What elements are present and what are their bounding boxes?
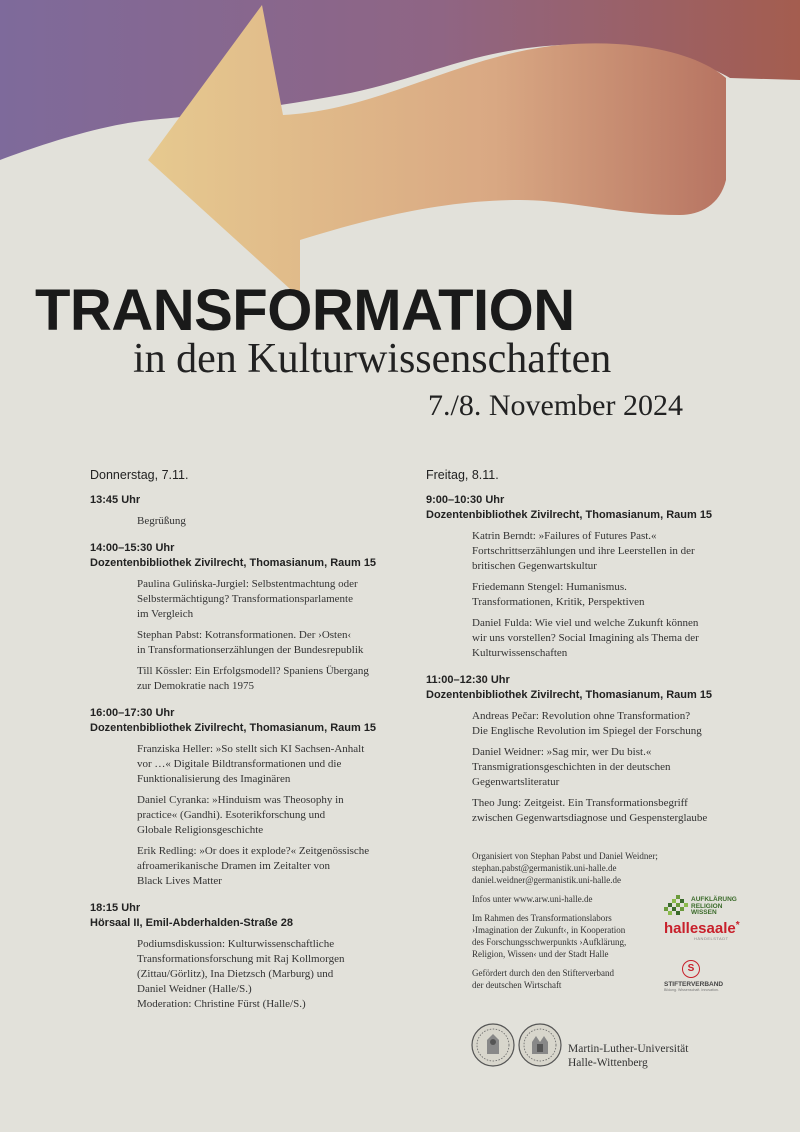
talk-line: Fortschrittserzählungen und ihre Leerstellen in der (472, 545, 695, 557)
talk-line: vor …« Digitale Bildtransformationen und die (137, 758, 342, 770)
session-time: 9:00–10:30 Uhr (426, 494, 505, 506)
talk-line: Gegenwartsliteratur (472, 776, 560, 788)
session-room: Hörsaal II, Emil-Abderhalden-Straße 28 (90, 917, 293, 929)
session-time: 16:00–17:30 Uhr (90, 707, 175, 719)
talk-entry (137, 514, 410, 529)
session-room: Dozentenbibliothek Zivilrecht, Thomasianum, Raum 15 (426, 509, 713, 521)
info-line: Im Rahmen des Transformationslabors (472, 913, 612, 923)
talk-line: Selbstermächtigung? Transformationsparlamente (137, 593, 353, 605)
program-session (426, 493, 766, 661)
talk-entry (472, 616, 766, 661)
info-line: ›Imagination der Zukunft‹, in Kooperation (472, 925, 626, 935)
day-heading: Donnerstag, 7.11. (90, 468, 189, 482)
program-session (90, 493, 410, 529)
program-session (90, 541, 410, 694)
info-line: des Forschungsschwerpunkts ›Aufklärung, (472, 937, 627, 947)
organizers-text (472, 850, 672, 886)
info-line: Gefördert durch den den Stifterverband (472, 968, 614, 978)
logo-word: AUFKLÄRUNG (691, 896, 737, 903)
talk-line: Theo Jung: Zeitgeist. Ein Transformationsbegriff (472, 797, 688, 809)
talk-line: Black Lives Matter (137, 875, 222, 887)
website-text[interactable] (472, 893, 672, 905)
talk-entry (472, 709, 766, 739)
talk-entry (137, 664, 410, 694)
talk-line: Funktionalisierung des Imaginären (137, 773, 291, 785)
talk-line: Daniel Weidner (Halle/S.) (137, 983, 252, 995)
talk-line: Paulina Gulińska-Jurgiel: Selbstentmachtung oder (137, 578, 358, 590)
thursday-column (90, 468, 410, 1024)
talk-line: Kulturwissenschaften (472, 647, 568, 659)
session-room: Dozentenbibliothek Zivilrecht, Thomasianum, Raum 15 (90, 557, 377, 569)
session-time: 13:45 Uhr (90, 494, 141, 506)
hallesaale-wordmark: hallesaale (664, 920, 736, 937)
talk-line: Transformationsforschung mit Raj Kollmorgen (137, 953, 345, 965)
logo-word: RELIGION (691, 902, 723, 910)
program-session (90, 706, 410, 889)
session-room: Dozentenbibliothek Zivilrecht, Thomasianum, Raum 15 (426, 689, 713, 701)
checker-icon (664, 895, 690, 917)
talk-line: im Vergleich (137, 608, 194, 620)
session-time: 18:15 Uhr (90, 902, 141, 914)
talk-line: Die Englische Revolution im Spiegel der Forschung (472, 725, 702, 737)
aufklaerung-religion-wissen-logo (664, 895, 744, 919)
talk-line: britischen Gegenwartskultur (472, 560, 597, 572)
talk-line: zwischen Gegenwartsdiagnose und Gespensterglaube (472, 812, 708, 824)
talk-line: Friedemann Stengel: Humanismus. (472, 581, 627, 593)
stifterverband-logo (664, 960, 724, 992)
session-room: Dozentenbibliothek Zivilrecht, Thomasianum, Raum 15 (90, 722, 377, 734)
friday-column (426, 468, 766, 838)
event-date: 7./8. November 2024 (428, 389, 683, 422)
info-line: daniel.weidner@germanistik.uni-halle.de (472, 875, 621, 885)
talk-entry (137, 793, 410, 838)
talk-line: Daniel Weidner: »Sag mir, wer Du bist.« (472, 746, 652, 758)
talk-entry (137, 937, 410, 1012)
day-heading: Freitag, 8.11. (426, 468, 499, 482)
program-session (90, 901, 410, 1012)
stifterverband-icon: S (682, 960, 700, 978)
talk-line: Transmigrationsgeschichten in der deutschen (472, 761, 671, 773)
hallesaale-logo (664, 920, 740, 941)
talk-line: Globale Religionsgeschichte (137, 824, 264, 836)
logo-word: WISSEN (691, 909, 717, 916)
header-banner-graphic (0, 0, 800, 300)
info-line: der deutschen Wirtschaft (472, 980, 562, 990)
stifterverband-wordmark: STIFTERVERBAND (664, 981, 724, 988)
program-session (426, 673, 766, 826)
session-time: 14:00–15:30 Uhr (90, 542, 175, 554)
page-subtitle: in den Kulturwissenschaften (133, 336, 612, 382)
talk-line: wir uns vorstellen? Social Imagining als Thema der (472, 632, 699, 644)
university-seals-icon (470, 1022, 566, 1068)
talk-entry (472, 529, 766, 574)
info-line: Religion, Wissen‹ und der Stadt Halle (472, 949, 609, 959)
talk-line: Franziska Heller: »So stellt sich KI Sachsen-Anhalt (137, 743, 365, 755)
talk-line: practice« (Gandhi). Esoterikforschung und (137, 809, 326, 821)
talk-entry (137, 628, 410, 658)
stifterverband-tagline: Bildung. Wissenschaft. Innovation. (664, 988, 719, 992)
talk-line: Begrüßung (137, 515, 186, 527)
talk-line: Till Kössler: Ein Erfolgsmodell? Spaniens Übergang (137, 665, 369, 677)
framework-text (472, 912, 672, 960)
hallesaale-tagline: HÄNDELSTADT (694, 936, 729, 941)
funding-text (472, 967, 672, 991)
university-name (568, 1042, 688, 1070)
talk-entry (472, 796, 766, 826)
talk-line: Podiumsdiskussion: Kulturwissenschaftliche (137, 938, 335, 950)
talk-entry (472, 745, 766, 790)
star-icon: * (735, 920, 740, 931)
talk-line: Katrin Berndt: »Failures of Futures Past.« (472, 530, 657, 542)
university-line: Martin-Luther-Universität (568, 1043, 689, 1055)
talk-line: Andreas Pečar: Revolution ohne Transformation? (472, 710, 691, 722)
page-title: TRANSFORMATION (35, 278, 575, 343)
talk-line: afroamerikanische Dramen im Zeitalter von (137, 860, 331, 872)
session-time: 11:00–12:30 Uhr (426, 674, 510, 686)
info-line: Organisiert von Stephan Pabst und Daniel Weidner; (472, 851, 658, 861)
talk-line: Moderation: Christine Fürst (Halle/S.) (137, 998, 306, 1010)
university-line: Halle-Wittenberg (568, 1057, 648, 1069)
organizer-info (472, 850, 672, 998)
talk-line: Transformationen, Kritik, Perspektiven (472, 596, 645, 608)
talk-line: Erik Redling: »Or does it explode?« Zeitgenössische (137, 845, 370, 857)
talk-line: Stephan Pabst: Kotransformationen. Der ›Osten‹ (137, 629, 352, 641)
talk-line: in Transformationserzählungen der Bundesrepublik (137, 644, 364, 656)
talk-line: Daniel Cyranka: »Hinduism was Theosophy in (137, 794, 344, 806)
talk-entry (137, 742, 410, 787)
info-line: stephan.pabst@germanistik.uni-halle.de (472, 863, 617, 873)
info-line: Infos unter www.arw.uni-halle.de (472, 894, 593, 904)
talk-line: Daniel Fulda: Wie viel und welche Zukunft können (472, 617, 699, 629)
talk-entry (137, 844, 410, 889)
talk-entry (137, 577, 410, 622)
talk-line: zur Demokratie nach 1975 (137, 680, 254, 692)
talk-line: (Zittau/Görlitz), Ina Dietzsch (Marburg) und (137, 968, 334, 980)
talk-entry (472, 580, 766, 610)
